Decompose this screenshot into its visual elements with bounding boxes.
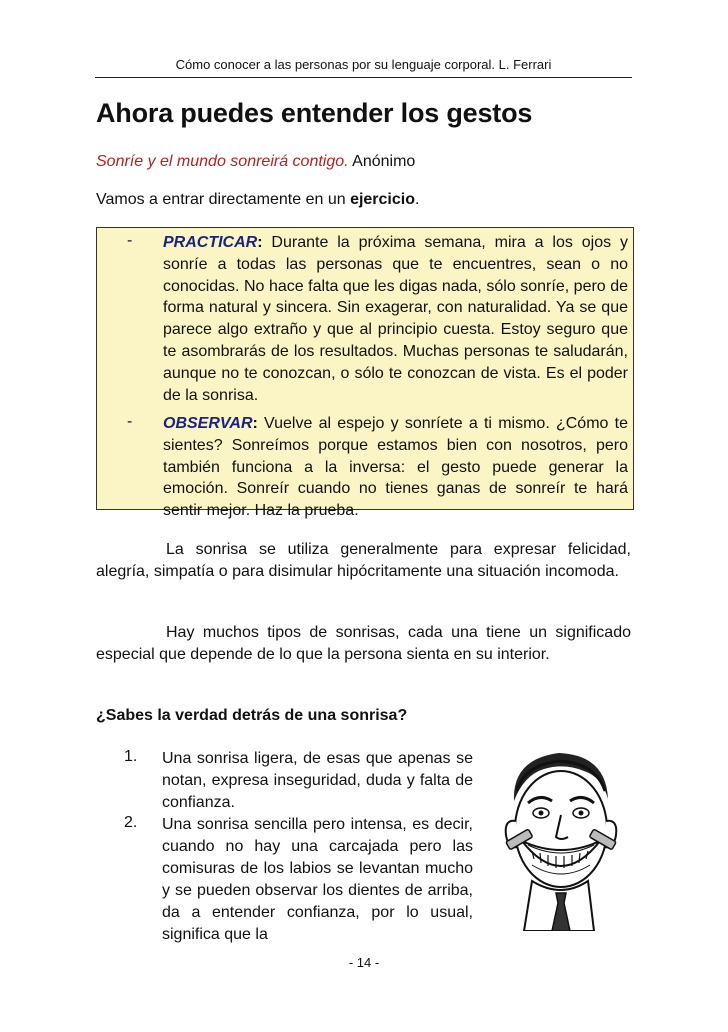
section-subheading: ¿Sabes la verdad detrás de una sonrisa?: [96, 707, 408, 724]
exercise-label: PRACTICAR: [163, 234, 258, 251]
epigraph-author: Anónimo: [352, 153, 416, 170]
forced-smile-illustration: [484, 741, 634, 931]
page-number: - 14 -: [348, 955, 380, 970]
intro-sentence: [96, 191, 419, 209]
exercise-body: Vuelve al espejo y sonríete a ti mismo. ¿Cómo te sientes? Sonreímos porque estamos bien con nosotros, pero también funciona a la inversa: el gesto puede generar la emoción. Sonreír cuando no tienes ganas de sonreír te hará sentir mejor. Haz la prueba.: [163, 415, 628, 520]
body-paragraph: Hay muchos tipos de sonrisas, cada una tiene un significado especial que depende de lo que la persona sienta en su interior.: [96, 624, 631, 664]
intro-end: .: [415, 191, 420, 208]
exercise-text: [163, 413, 628, 522]
exercise-label: OBSERVAR: [163, 415, 253, 432]
list-text: Una sonrisa ligera, de esas que apenas se notan, expresa inseguridad, duda y falta de confianza.: [162, 750, 473, 811]
list-text: Una sonrisa sencilla pero intensa, es decir, cuando no hay una carcajada pero las comisuras de los labios se levantan mucho y se pueden observar los dientes de arriba, da a entender confianza, por lo usual, significa que la: [162, 816, 473, 943]
smile-types-list: [96, 748, 476, 946]
list-number: 1.: [124, 748, 138, 765]
exercise-bullet: -: [127, 413, 133, 430]
page-title: Ahora puedes entender los gestos: [96, 98, 533, 128]
epigraph-quote: Sonríe y el mundo sonreirá contigo.: [96, 153, 349, 170]
exercise-text: [163, 232, 628, 406]
list-number: 2.: [124, 814, 138, 831]
exercise-colon: :: [252, 415, 258, 432]
exercise-box: [96, 227, 634, 520]
exercise-colon: :: [257, 234, 263, 251]
intro-text: Vamos a entrar directamente en un: [96, 191, 351, 208]
header-rule: [95, 77, 632, 78]
intro-bold: ejercicio: [350, 191, 415, 208]
list-item: [96, 814, 476, 946]
epigraph: [96, 153, 415, 171]
exercise-bullet: -: [127, 232, 133, 249]
running-header: Cómo conocer a las personas por su lenguaje corporal. L. Ferrari: [175, 57, 552, 72]
body-paragraph: La sonrisa se utiliza generalmente para expresar felicidad, alegría, simpatía o para disimular hipócritamente una situación incomoda.: [96, 541, 631, 581]
exercise-body: Durante la próxima semana, mira a los ojos y sonríe a todas las personas que te encuentres, sean o no conocidas. No hace falta que les digas nada, sólo sonríe, pero de forma natural y sincera. Sin exagerar, con naturalidad. Ya se que parece algo extraño y que al principio cuesta. Estoy seguro que te asombrarás de los resultados. Muchas personas te saludarán, aunque no te conozcan, o sólo te conozcan de vista. Es el poder de la sonrisa.: [163, 234, 628, 404]
list-item: [96, 748, 476, 814]
